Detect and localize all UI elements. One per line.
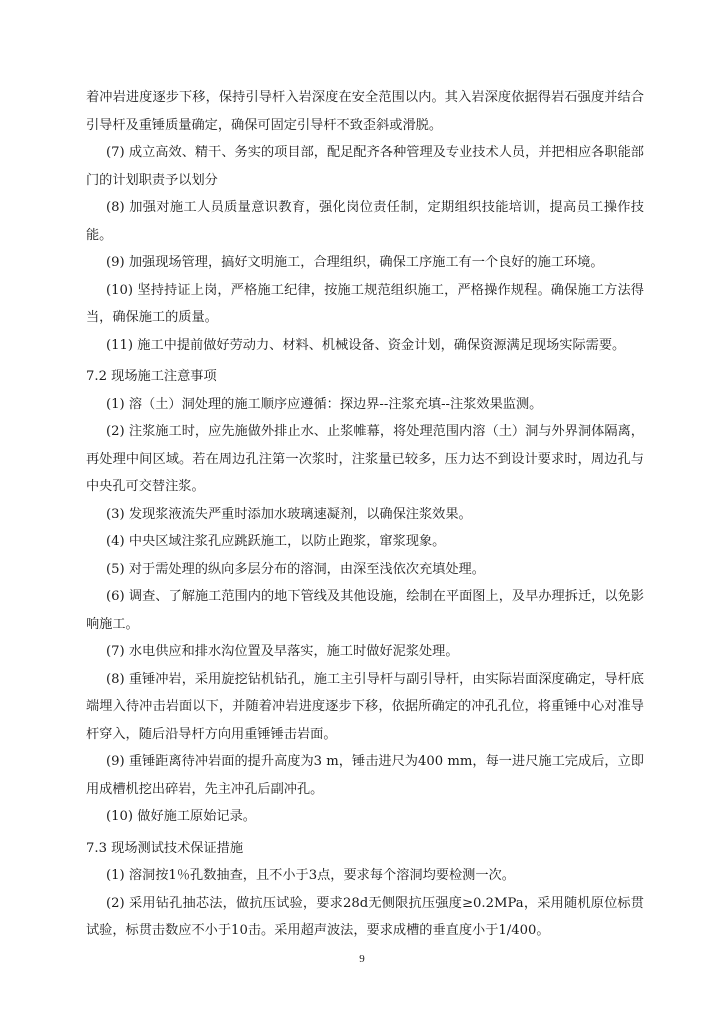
paragraph: (3) 发现浆液流失严重时添加水玻璃速凝剂，以确保注浆效果。 [106,506,472,522]
paragraph: (10) 做好施工原始记录。 [106,809,256,824]
paragraph: 着冲岩进度逐步下移，保持引导杆入岩深度在安全范围以内。其入岩深度依据得岩石强度并结合引导杆及重锤质量确定，确保可固定引导杆不致歪斜或滑脱。 [86,90,644,133]
page-content [86,84,644,945]
paragraph: (8) 加强对施工人员质量意识教育，强化岗位责任制，定期组织技能培训，提高员工操作技能。 [86,200,644,243]
paragraph: (9) 加强现场管理，搞好文明施工，合理组织，确保工序施工有一个良好的施工环境。 [106,255,604,270]
paragraph: (2) 注浆施工时，应先施做外排止水、止浆帷幕，将处理范围内溶（土）洞与外界洞体隔离，再处理中间区域。若在周边孔注第一次浆时，注浆量已较多，压力达不到设计要求时，周边孔与中央孔可交替注浆。 [86,424,644,494]
paragraph: (11) 施工中提前做好劳动力、材料、机械设备、资金计划，确保资源满足现场实际需要。 [106,337,626,353]
section-heading: 7.2 现场施工注意事项 [86,369,217,384]
section-heading: 7.3 现场测试技术保证措施 [86,840,244,856]
page-number: 9 [359,953,365,965]
paragraph: (9) 重锤距离待冲岩面的提升高度为3 m，锤击进尺为400 mm，每一进尺施工完成后，立即用成槽机挖出碎岩，先主冲孔后副冲孔。 [86,754,644,797]
paragraph: (7) 水电供应和排水沟位置及早落实，施工时做好泥浆处理。 [106,644,459,659]
paragraph: (1) 溶（土）洞处理的施工顺序应遵循：探边界--注浆充填--注浆效果监测。 [106,396,543,412]
paragraph: (6) 调查、了解施工范围内的地下管线及其他设施，绘制在平面图上，及早办理拆迁，以免影响施工。 [86,589,644,632]
paragraph: (10) 坚持持证上岗，严格施工纪律，按施工规范组织施工，严格操作规程。确保施工方法得当，确保施工的质量。 [86,282,644,325]
paragraph: (8) 重锤冲岩，采用旋挖钻机钻孔，施工主引导杆与副引导杆，由实际岩面深度确定，导杆底端埋入待冲击岩面以下，并随着冲岩进度逐步下移，依据所确定的冲孔孔位，将重锤中心对准导杆穿入，随后沿导杆方向用重锤锤击岩面。 [86,671,644,742]
paragraph: (5) 对于需处理的纵向多层分布的溶洞，由深至浅依次充填处理。 [106,561,485,577]
paragraph: (7) 成立高效、精干、务实的项目部，配足配齐各种管理及专业技术人员，并把相应各职能部门的计划职责予以划分 [86,145,644,188]
paragraph: (1) 溶洞按1％孔数抽查，且不小于3点，要求每个溶洞均要检测一次。 [106,868,515,883]
paragraph: (2) 采用钻孔抽芯法，做抗压试验，要求28d无侧限抗压强度≥0.2MPa，采用随机原位标贯试验，标贯击数应不小于10击。采用超声波法，要求成槽的垂直度小于1/400。 [86,895,644,938]
paragraph: (4) 中央区域注浆孔应跳跃施工，以防止跑浆，窜浆现象。 [106,534,446,549]
